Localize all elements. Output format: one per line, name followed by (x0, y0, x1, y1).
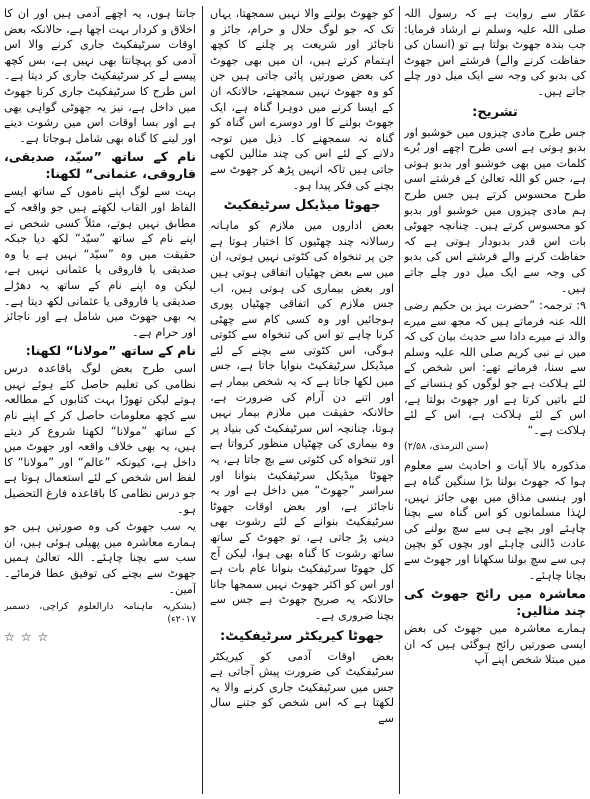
character-certificate-text: بعض اوقات آدمی کو کیریکٹر سرٹیفکیٹ کی ضرورت پیش آجاتی ہے جس میں سرٹیفکیٹ جاری کرنے والا یہ لکھتا ہے کہ اس شخص کو جتنے سال سے (210, 649, 394, 725)
examples-heading: معاشرہ میں رائج جھوٹ کی چند مثالیں: (404, 586, 586, 619)
tashreeh-text: جس طرح مادی چیزوں میں خوشبو اور بدبو ہوتی ہے اسی طرح اچھے اور بُرے کلمات میں بھی خوشبو اور بدبو ہوتی ہے، جس کو اللہ تعالیٰ کے فرشتے اسی طرح محسوس کرتے ہیں جس طرح ہم مادی چیزوں میں خوشبو اور بدبو کو محسوس کرتے ہیں۔ چنانچہ جھوٹی بات اس قدر بدبودار ہوتی ہے کہ حفاظت کرنے والے فرشتے اس کی بدبو کی وجہ سے ایک میل دور چلے جاتے ہیں۔ (404, 125, 586, 295)
examples-text: ہمارے معاشرہ میں جھوٹ کی بعض ایسی صورتیں رائج ہوگئی ہیں کہ ان میں مبتلا شخص اپنے آپ (404, 622, 586, 667)
names-text: بہت سے لوگ اپنے ناموں کے ساتھ ایسے الفاظ اور القاب لکھتے ہیں جو واقعہ کے مطابق نہیں ہوتے، مثلاً کسی شخص نے اپنے نام کے ساتھ ”سیّد“ لکھ دیا جبکہ حقیقت میں وہ ”سیّد“ نہیں ہے یا وہ صدیقی یا فاروقی یا عثمانی نہیں ہے، لیکن وہ اپنے نام کے ساتھ یہ دھڑلے صدیقی یا فاروقی یا عثمانی لکھ دیتا ہے۔ یہ بھی جھوٹ میں شامل ہے اور ناجائز اور حرام ہے۔ (4, 185, 196, 339)
hadith-reference: (سنن الترمذی، ۲/۵۸) (404, 441, 489, 453)
column-divider (399, 6, 400, 794)
column-left (4, 6, 196, 794)
hadith-intro: عمّار سے روایت ہے کہ رسول اللہ صلی اللہ علیہ وسلم نے ارشاد فرمایا: جب بندہ جھوٹ بولتا ہے تو (انسان کی حفاظت کرنے والے) فرشتے اس جھوٹ کی بدبو کی وجہ سے ایک میل دور چلے جاتے ہیں۔ (404, 7, 586, 98)
medical-certificate-text: بعض اداروں میں ملازم کو ماہانہ رسالانہ چند چھٹیوں کا اختیار ہوتا ہے جن پر تنخواہ کی کٹوتی نہیں ہوتی، ان میں سے بعض چھٹیاں اتفاقی ہوتی ہیں اور بعض بیماری کی ہوتی ہیں، اب جس ملازم کی اتفاقی چھٹیاں پوری ہوجائیں اور وہ کسی کام سے چھٹی کرنا چاہے تو اس کی تنخواہ سے کٹوتی ہوگی، اس کٹوتی سے بچنے کے لئے میڈیکل سرٹیفکیٹ بنوایا جاتا ہے، جس میں لکھا جاتا ہے کہ یہ شخص بیمار ہے اور اتنے دن آرام کی ضرورت ہے، حالانکہ حقیقت میں ملازم بیمار نہیں ہوتا، چنانچہ اس سرٹیفکیٹ کی بنیاد پر وہ بیماری کی چھٹیاں منظور کرواتا ہے اور تنخواہ کی کٹوتی سے بچ جاتا ہے، یہ جھوٹا میڈیکل سرٹیفکیٹ بنوانا اور سراسر ”جھوٹ“ میں داخل ہے اور یہ ناجائز ہے، اور بعض اوقات جھوٹا سرٹیفکیٹ بنوانے کے لئے رشوت بھی دینی پڑ جاتی ہے، تو جھوٹ کے ساتھ ساتھ رشوت کا گناہ بھی ہوا، لیکن آج کل جھوٹا سرٹیفکیٹ بنوانا عام بات ہے اور اس کو اکثر جھوٹ نہیں سمجھا جاتا حالانکہ یہ صریح جھوٹ ہے جس سے بچنا ضروری ہے۔ (210, 219, 394, 622)
summary-text: مذکورہ بالا آیات و احادیث سے معلوم ہوا کہ جھوٹ بولنا بڑا سنگین گناہ ہے اور ہنسی مذاق میں بھی جائز نہیں، لہٰذا مسلمانوں کو اس گناہ سے بچنا چاہئے اور بچے ہی سے سچ بولنے کی عادت ڈالنی چاہئے اور بچوں کو بچپن ہی سے سچ بولنا سکھانا اور جھوٹ سے بچانا چاہئے۔ (404, 459, 586, 582)
end-stars: ☆☆☆ (4, 630, 55, 645)
names-heading: نام کے ساتھ ”سیّد، صدیقی، فاروقی، عثمانی“ لکھنا: (4, 149, 196, 182)
tashreeh-heading: تشریح: (472, 104, 518, 120)
closing-text: یہ سب جھوٹ کی وہ صورتیں ہیں جو ہمارے معاشرہ میں پھیلی ہوئی ہیں، ان سب سے بچنا چاہئے۔ اللہ تعالیٰ ہمیں جھوٹ سے بچنے کی توفیق عطا فرمائے۔ آمین۔ (4, 520, 196, 596)
column-right (404, 6, 586, 794)
column-middle (210, 6, 394, 794)
source-credit: (بشکریہ ماہنامہ دارالعلوم کراچی، دسمبر ۲۰۱۷ء) (4, 601, 196, 626)
character-certificate-heading: جھوٹا کیریکٹر سرٹیفکیٹ: (220, 628, 384, 644)
medical-certificate-heading: جھوٹا میڈیکل سرٹیفکیٹ (223, 198, 381, 214)
maulana-text: اسی طرح بعض لوگ باقاعدہ درس نظامی کی تعلیم حاصل کئے ہوئے نہیں ہوتے لیکن تھوڑا بہت کتابوں کے مطالعہ سے کچھ معلومات حاصل کر کے اپنے نام کے ساتھ ”مولانا“ لکھنا شروع کر دیتے ہیں، یہ بھی خلاف واقعہ اور جھوٹ میں داخل ہے، کیونکہ ”عالم“ اور ”مولانا“ کا لفظ اس شخص کے لئے استعمال ہوتا ہے جو درس نظامی کا باقاعدہ فارغ التحصیل ہو۔ (4, 362, 196, 516)
middle-paragraph: کو جھوٹ بولنے والا نہیں سمجھتا، یہاں تک کہ جو لوگ حلال و حرام، جائز و ناجائز اور شریعت پر چلنے کا کچھ اہتمام کرتے ہیں، ان میں بھی جھوٹ کی بعض صورتیں پائی جاتی ہیں جن کو وہ جھوٹ نہیں سمجھتے، حالانکہ ان کے ایسا کرنے میں دوہرا گناہ ہے، ایک جھوٹ بولنے کا اور دوسرے اس گناہ کو گناہ نہ سمجھنے کا۔ ذیل میں توجہ دلانے کے لئے اس کی چند مثالیں لکھی جاتی ہیں تاکہ انہیں پڑھ کر جھوٹ سے بچنے کی فکر پیدا ہو۔ (210, 7, 394, 192)
hadith-9: ۹: ترجمہ: ”حضرت بہز بن حکیم رضی اللہ عنہ فرماتے ہیں کہ مجھ سے میرے والد نے میرے دادا سے حدیث بیان کی کہ میں نے نبی کریم صلی اللہ علیہ وسلم سے سنا، فرماتے تھے: اس شخص کے لئے ہلاکت ہے جو لوگوں کو ہنسانے کے لئے باتیں کرتا ہے اور جھوٹ بولتا ہے، اس کے لئے ہلاکت ہے، اس کے لئے ہلاکت ہے۔“ (404, 299, 586, 437)
left-paragraph: جانتا ہوں، یہ اچھے آدمی ہیں اور ان کا اخلاق و کردار بہت اچھا ہے، حالانکہ بعض اوقات سرٹیفکیٹ جاری کرنے والا اس آدمی کو پہچانتا بھی نہیں ہے، بس کچھ پیسے لے کر سرٹیفکیٹ جاری کر دیتا ہے۔ اس طرح کا سرٹیفکیٹ جاری کرنا جھوٹ میں داخل ہے، نیز یہ جھوٹی گواہی بھی ہے اور بسا اوقات اس میں رشوت دینے اور لینے کا گناہ بھی شامل ہوجاتا ہے۔ (4, 7, 196, 145)
maulana-heading: نام کے ساتھ ”مولانا“ لکھنا: (25, 343, 196, 359)
column-divider (202, 6, 203, 794)
